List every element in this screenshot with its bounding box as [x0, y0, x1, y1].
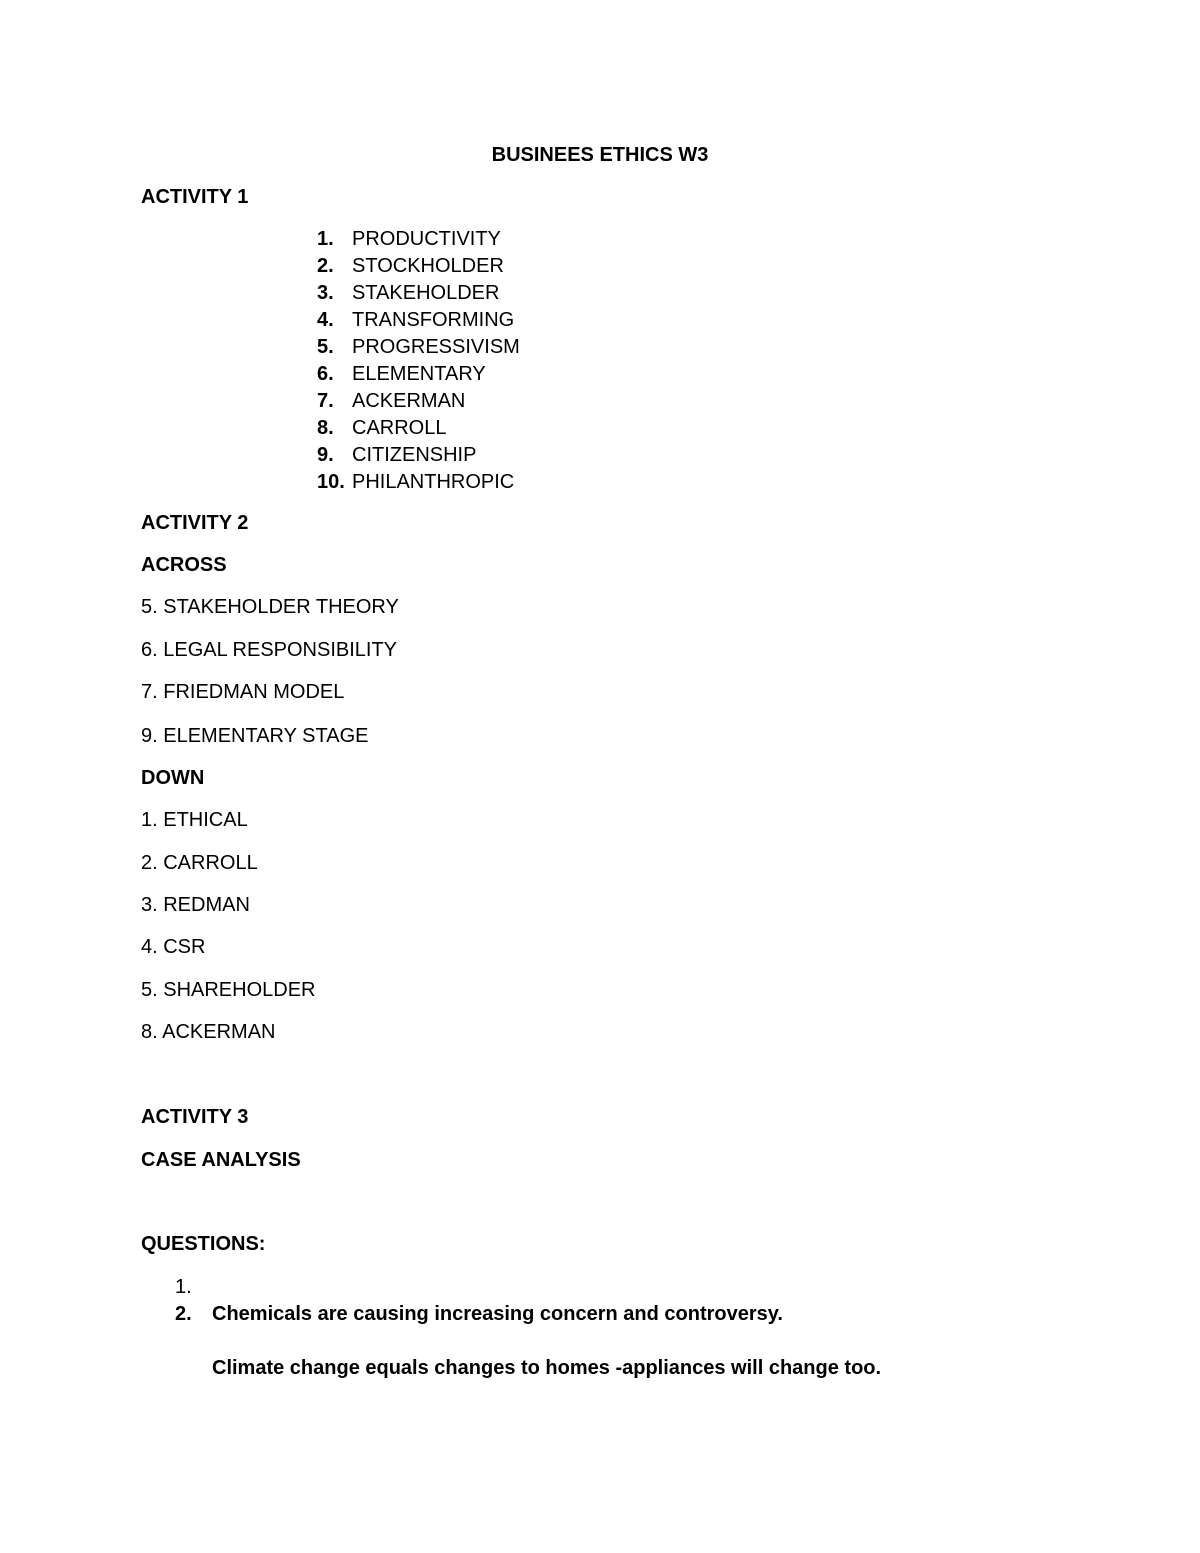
questions-heading: QUESTIONS:: [141, 1233, 266, 1255]
list-item-number: 1.: [317, 228, 334, 250]
list-item: [317, 391, 465, 411]
down-item: 5. SHAREHOLDER: [141, 979, 316, 1001]
document-title: BUSINEES ETHICS W3: [491, 144, 709, 166]
list-item: [317, 229, 501, 249]
list-item: [317, 310, 514, 330]
list-item-number: 7.: [317, 390, 334, 412]
list-item-text: ACKERMAN: [352, 390, 466, 412]
down-item: 1. ETHICAL: [141, 809, 248, 831]
across-item: 9. ELEMENTARY STAGE: [141, 725, 369, 747]
list-item: [317, 472, 514, 492]
list-item-number: 9.: [317, 444, 334, 466]
down-item: 8. ACKERMAN: [141, 1021, 276, 1043]
across-heading: ACROSS: [141, 554, 227, 576]
list-item-number: 2.: [317, 255, 334, 277]
down-item: 3. REDMAN: [141, 894, 250, 916]
question-item: [175, 1304, 783, 1324]
across-item: 5. STAKEHOLDER THEORY: [141, 596, 399, 618]
list-item-number: 5.: [317, 336, 334, 358]
list-item: [317, 337, 520, 357]
across-item: 6. LEGAL RESPONSIBILITY: [141, 639, 398, 661]
activity2-heading: ACTIVITY 2: [141, 512, 249, 534]
list-item-number: 8.: [317, 417, 334, 439]
list-item: [317, 445, 476, 465]
question-answer-text: Chemicals are causing increasing concern and controversy.: [212, 1303, 783, 1325]
list-item-text: CITIZENSHIP: [352, 444, 477, 466]
down-heading: DOWN: [141, 767, 205, 789]
list-item-number: 3.: [317, 282, 334, 304]
list-item-number: 6.: [317, 363, 334, 385]
down-item: 4. CSR: [141, 936, 206, 958]
list-item: [317, 364, 486, 384]
question-number: 1.: [175, 1276, 192, 1298]
list-item-text: ELEMENTARY: [352, 363, 486, 385]
list-item-number: 10.: [317, 471, 345, 493]
question-answer-text: Climate change equals changes to homes -appliances will change too.: [212, 1357, 882, 1379]
list-item-text: PHILANTHROPIC: [352, 471, 515, 493]
list-item-text: STOCKHOLDER: [352, 255, 504, 277]
list-item-text: STAKEHOLDER: [352, 282, 500, 304]
case-analysis-heading: CASE ANALYSIS: [141, 1149, 301, 1171]
list-item-text: TRANSFORMING: [352, 309, 515, 331]
activity3-heading: ACTIVITY 3: [141, 1106, 249, 1128]
list-item-text: PROGRESSIVISM: [352, 336, 520, 358]
list-item: [317, 418, 446, 438]
list-item-text: CARROLL: [352, 417, 447, 439]
activity1-heading: ACTIVITY 1: [141, 186, 249, 208]
list-item-number: 4.: [317, 309, 334, 331]
list-item: [317, 256, 504, 276]
list-item-text: PRODUCTIVITY: [352, 228, 501, 250]
list-item: [317, 283, 499, 303]
across-item: 7. FRIEDMAN MODEL: [141, 681, 345, 703]
question-number: 2.: [175, 1303, 192, 1325]
down-item: 2. CARROLL: [141, 852, 258, 874]
